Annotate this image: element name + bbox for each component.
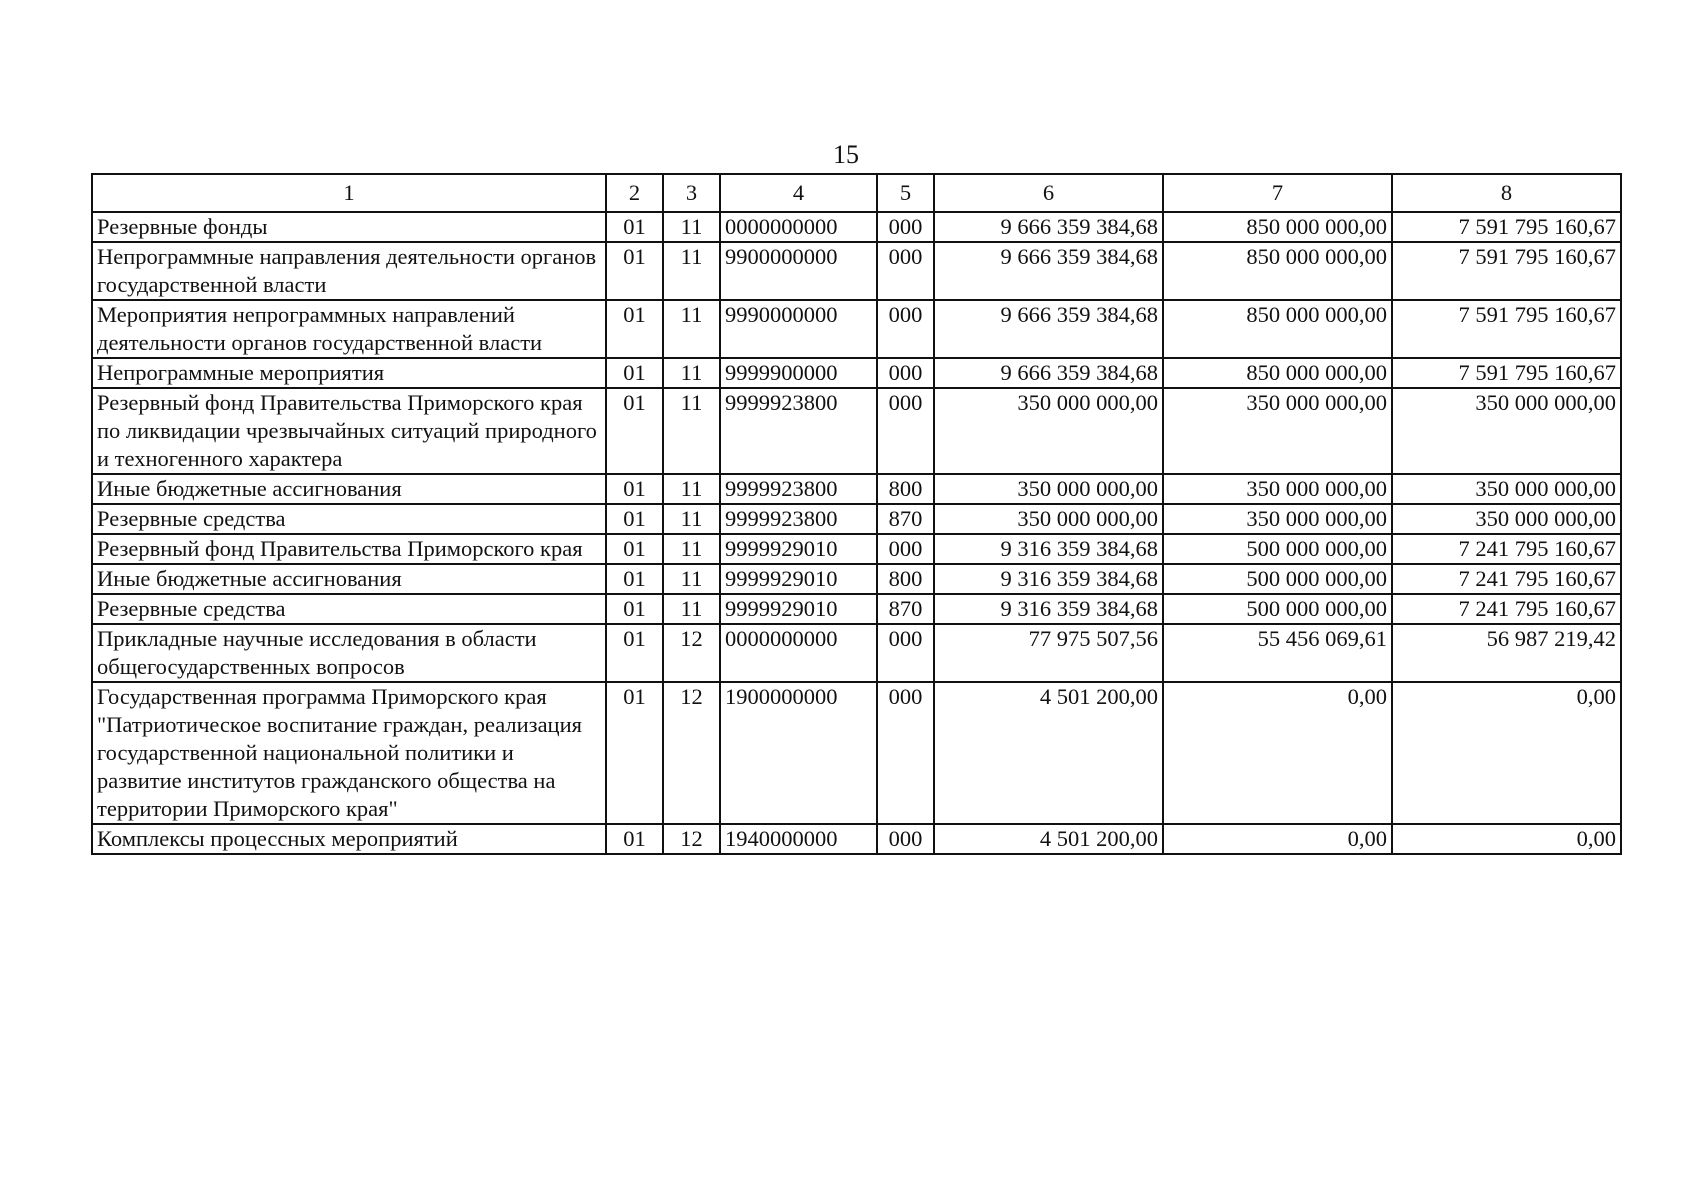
row-amount-col6: 350 000 000,00 xyxy=(934,474,1163,504)
row-name: Резервные фонды xyxy=(92,212,606,242)
row-target-code: 0000000000 xyxy=(720,624,877,682)
row-amount-col6: 9 316 359 384,68 xyxy=(934,594,1163,624)
row-amount-col7: 350 000 000,00 xyxy=(1163,388,1392,474)
row-expense-type-code: 800 xyxy=(877,474,934,504)
column-header: 5 xyxy=(877,174,934,212)
row-name: Резервный фонд Правительства Приморского края по ликвидации чрезвычайных ситуаций природного и техногенного характера xyxy=(92,388,606,474)
row-section-code: 01 xyxy=(606,388,663,474)
table-row xyxy=(92,682,1621,824)
row-amount-col8: 350 000 000,00 xyxy=(1392,474,1621,504)
row-amount-col8: 7 241 795 160,67 xyxy=(1392,564,1621,594)
row-amount-col6: 9 666 359 384,68 xyxy=(934,242,1163,300)
row-subsection-code: 11 xyxy=(663,358,720,388)
row-subsection-code: 11 xyxy=(663,242,720,300)
row-subsection-code: 11 xyxy=(663,388,720,474)
row-amount-col7: 500 000 000,00 xyxy=(1163,564,1392,594)
column-header: 4 xyxy=(720,174,877,212)
column-header: 2 xyxy=(606,174,663,212)
row-target-code: 9900000000 xyxy=(720,242,877,300)
table-row xyxy=(92,212,1621,242)
row-expense-type-code: 000 xyxy=(877,682,934,824)
row-target-code: 9999923800 xyxy=(720,388,877,474)
row-expense-type-code: 000 xyxy=(877,388,934,474)
row-amount-col6: 350 000 000,00 xyxy=(934,504,1163,534)
row-expense-type-code: 000 xyxy=(877,212,934,242)
row-subsection-code: 12 xyxy=(663,682,720,824)
row-subsection-code: 12 xyxy=(663,824,720,854)
row-expense-type-code: 870 xyxy=(877,594,934,624)
row-subsection-code: 11 xyxy=(663,212,720,242)
row-amount-col7: 350 000 000,00 xyxy=(1163,474,1392,504)
row-name: Мероприятия непрограммных направлений деятельности органов государственной власти xyxy=(92,300,606,358)
row-amount-col6: 9 666 359 384,68 xyxy=(934,358,1163,388)
row-amount-col6: 4 501 200,00 xyxy=(934,682,1163,824)
row-section-code: 01 xyxy=(606,358,663,388)
row-target-code: 1900000000 xyxy=(720,682,877,824)
row-name: Резервный фонд Правительства Приморского края xyxy=(92,534,606,564)
row-name: Резервные средства xyxy=(92,594,606,624)
row-section-code: 01 xyxy=(606,212,663,242)
row-section-code: 01 xyxy=(606,504,663,534)
row-amount-col7: 850 000 000,00 xyxy=(1163,242,1392,300)
row-subsection-code: 11 xyxy=(663,300,720,358)
table-row xyxy=(92,474,1621,504)
row-amount-col6: 9 316 359 384,68 xyxy=(934,564,1163,594)
row-name: Комплексы процессных мероприятий xyxy=(92,824,606,854)
row-expense-type-code: 000 xyxy=(877,534,934,564)
row-target-code: 9999923800 xyxy=(720,504,877,534)
row-section-code: 01 xyxy=(606,534,663,564)
row-amount-col8: 350 000 000,00 xyxy=(1392,504,1621,534)
column-header: 3 xyxy=(663,174,720,212)
row-amount-col8: 7 591 795 160,67 xyxy=(1392,242,1621,300)
row-target-code: 9999929010 xyxy=(720,564,877,594)
row-amount-col7: 0,00 xyxy=(1163,682,1392,824)
row-amount-col7: 0,00 xyxy=(1163,824,1392,854)
row-name: Государственная программа Приморского края "Патриотическое воспитание граждан, реализация государственной национальной политики и развитие институтов гражданского общества на территории Приморского края" xyxy=(92,682,606,824)
row-section-code: 01 xyxy=(606,564,663,594)
row-target-code: 9999900000 xyxy=(720,358,877,388)
table-row xyxy=(92,358,1621,388)
row-target-code: 9990000000 xyxy=(720,300,877,358)
row-subsection-code: 11 xyxy=(663,504,720,534)
row-subsection-code: 11 xyxy=(663,474,720,504)
row-amount-col7: 500 000 000,00 xyxy=(1163,534,1392,564)
table-row xyxy=(92,824,1621,854)
row-amount-col6: 4 501 200,00 xyxy=(934,824,1163,854)
row-amount-col7: 850 000 000,00 xyxy=(1163,358,1392,388)
row-expense-type-code: 800 xyxy=(877,564,934,594)
row-amount-col8: 350 000 000,00 xyxy=(1392,388,1621,474)
row-amount-col8: 7 241 795 160,67 xyxy=(1392,594,1621,624)
row-name: Резервные средства xyxy=(92,504,606,534)
row-name: Непрограммные мероприятия xyxy=(92,358,606,388)
row-target-code: 9999929010 xyxy=(720,534,877,564)
table-row xyxy=(92,504,1621,534)
row-amount-col8: 7 591 795 160,67 xyxy=(1392,358,1621,388)
column-header: 6 xyxy=(934,174,1163,212)
table-row xyxy=(92,242,1621,300)
row-subsection-code: 11 xyxy=(663,534,720,564)
row-target-code: 0000000000 xyxy=(720,212,877,242)
row-amount-col6: 9 316 359 384,68 xyxy=(934,534,1163,564)
row-amount-col6: 9 666 359 384,68 xyxy=(934,300,1163,358)
row-amount-col7: 55 456 069,61 xyxy=(1163,624,1392,682)
row-amount-col8: 7 241 795 160,67 xyxy=(1392,534,1621,564)
row-amount-col7: 500 000 000,00 xyxy=(1163,594,1392,624)
row-section-code: 01 xyxy=(606,242,663,300)
row-name: Прикладные научные исследования в области общегосударственных вопросов xyxy=(92,624,606,682)
row-target-code: 9999923800 xyxy=(720,474,877,504)
table-row xyxy=(92,624,1621,682)
table-row xyxy=(92,594,1621,624)
row-amount-col7: 850 000 000,00 xyxy=(1163,212,1392,242)
row-section-code: 01 xyxy=(606,624,663,682)
row-expense-type-code: 000 xyxy=(877,624,934,682)
row-subsection-code: 11 xyxy=(663,564,720,594)
budget-table xyxy=(91,173,1622,855)
row-amount-col6: 77 975 507,56 xyxy=(934,624,1163,682)
header-row xyxy=(92,174,1621,212)
row-amount-col8: 7 591 795 160,67 xyxy=(1392,300,1621,358)
row-subsection-code: 11 xyxy=(663,594,720,624)
row-amount-col8: 56 987 219,42 xyxy=(1392,624,1621,682)
row-section-code: 01 xyxy=(606,594,663,624)
row-target-code: 1940000000 xyxy=(720,824,877,854)
column-header: 1 xyxy=(92,174,606,212)
column-header: 8 xyxy=(1392,174,1621,212)
row-expense-type-code: 870 xyxy=(877,504,934,534)
row-amount-col8: 0,00 xyxy=(1392,682,1621,824)
row-name: Иные бюджетные ассигнования xyxy=(92,474,606,504)
row-section-code: 01 xyxy=(606,824,663,854)
page-number: 15 xyxy=(833,140,859,169)
row-target-code: 9999929010 xyxy=(720,594,877,624)
row-section-code: 01 xyxy=(606,474,663,504)
row-amount-col6: 350 000 000,00 xyxy=(934,388,1163,474)
row-amount-col8: 0,00 xyxy=(1392,824,1621,854)
row-expense-type-code: 000 xyxy=(877,242,934,300)
table-row xyxy=(92,564,1621,594)
row-name: Непрограммные направления деятельности органов государственной власти xyxy=(92,242,606,300)
column-header: 7 xyxy=(1163,174,1392,212)
row-amount-col7: 850 000 000,00 xyxy=(1163,300,1392,358)
row-name: Иные бюджетные ассигнования xyxy=(92,564,606,594)
row-subsection-code: 12 xyxy=(663,624,720,682)
table-row xyxy=(92,300,1621,358)
row-expense-type-code: 000 xyxy=(877,824,934,854)
row-amount-col7: 350 000 000,00 xyxy=(1163,504,1392,534)
row-section-code: 01 xyxy=(606,300,663,358)
row-expense-type-code: 000 xyxy=(877,358,934,388)
table-row xyxy=(92,388,1621,474)
row-section-code: 01 xyxy=(606,682,663,824)
table-row xyxy=(92,534,1621,564)
row-amount-col8: 7 591 795 160,67 xyxy=(1392,212,1621,242)
row-expense-type-code: 000 xyxy=(877,300,934,358)
row-amount-col6: 9 666 359 384,68 xyxy=(934,212,1163,242)
